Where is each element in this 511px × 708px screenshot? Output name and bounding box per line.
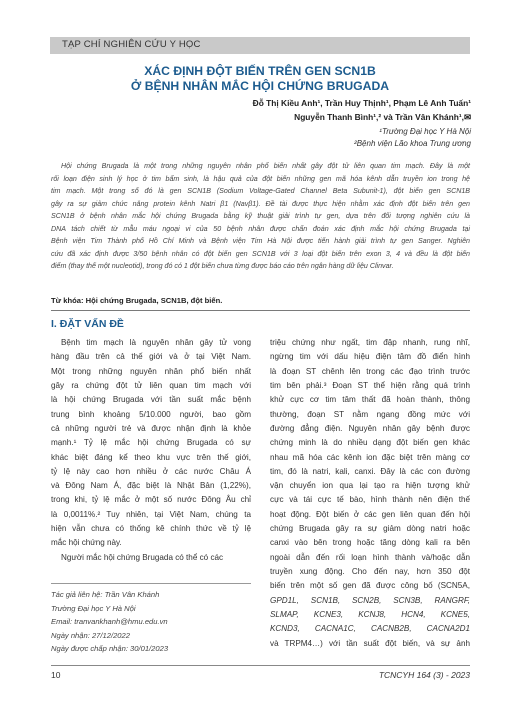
body-line: và TRPM4…) với tần suất đột biến, và sự ảnh [270,638,470,648]
body-line: trong khi, tỷ lệ mắc ở một số nước Đông Âu chỉ [51,495,251,505]
body-line: hàng đầu trên cả thế giới và ở tại Việt Nam. [51,352,251,362]
body-line: thường, đoạn ST nằm ngang đồng mức với [270,409,470,419]
abstract-line: điểm (thay thế một nucleotid), trong đó có 1 đột biến chưa từng được báo cáo trên ngân hàng dữ liệu Clinvar. [51,262,394,271]
page-number: 10 [51,670,61,680]
body-line: Bệnh tim mạch là nguyên nhân gây tử vong [61,338,251,347]
abstract-line: Bệnh viện Tim Thành phố Hồ Chí Minh và Bệnh viện Tim Hà Nội được tiến hành giải trình tự gen Sanger. Nghiên [51,237,470,246]
body-line: mạnh.¹ Tỷ lệ mắc hội chứng Brugada có sự [51,438,251,448]
body-line: là hội chứng Brugada với tần suất mắc bệnh [51,395,251,405]
body-line: ngoài dẫn đến rối loạn hình thành và/hoặc dẫn [270,552,470,562]
body-line: Một trong những nguyên nhân phổ biến nhất [51,366,251,376]
abstract-line: DNA tách chiết từ mẫu máu ngoại vi của 50 bệnh nhân được chẩn đoán xác định mắc hội chứng Brugada tại [51,224,470,233]
body-line: là 0,0011%.² Tuy nhiên, tại Việt Nam, chúng ta [51,509,251,519]
affiliation-2: ²Bệnh viện Lão khoa Trung ương [354,139,471,148]
body-line: cả những người trẻ và được nhận định là khỏe [51,423,251,433]
journal-header-bar [50,37,470,54]
body-line: hiện vẫn chưa có thống kê chính thức về tỷ lệ [51,524,251,534]
received-date: Ngày nhận: 27/12/2022 [51,630,130,640]
body-line: KCND3, CACNA1C, CACNB2B, CACNA2D1 [270,624,470,634]
section-heading: I. ĐẶT VẤN ĐỀ [51,318,124,330]
body-column-right [270,336,470,651]
corresponding-author: Tác giả liên hệ: Trần Vân Khánh [51,590,160,599]
author-email: Email: tranvankhanh@hmu.edu.vn [51,617,168,626]
body-line: SLMAP, KCNE3, KCNJ8, HCN4, KCNE5, [270,609,470,619]
body-line: cực và tái cực tế bào, hình thành nên điện thế [270,495,470,505]
body-line: trung bình khoảng 5/10.000 người, bao gồm [51,409,251,419]
body-line: chứng minh là do nhiều dạng đột biến gen khác [270,438,470,448]
body-line: ngừng tim với dấu hiệu điện tâm đồ điển hình [270,352,470,362]
journal-issue: TCNCYH 164 (3) - 2023 [378,670,470,680]
body-line: và Đông Nam Á, đặc biệt là Nhật Bản (1,22%), [51,481,251,491]
body-line: hoạt động. Đột biến ở các gen liên quan đến hội [270,509,470,519]
body-line: GPD1L, SCN1B, SCN2B, SCN3B, RANGRF, [270,595,470,605]
abstract-line: gây ra sự giảm chức năng protein kênh Natri β1 (Navβ1). Đề tài được thực hiện nhằm xác định đột biến trên gen [51,199,470,208]
body-line: tim, đó là natri, kali, canxi. Đây là các con đường [270,466,470,476]
journal-name: TẠP CHÍ NGHIÊN CỨU Y HỌC [62,39,201,50]
footer-divider [51,665,470,666]
abstract-line: cứu đã xác định được 3/50 bệnh nhân có đột biến gen SCN1B với 3 loại đột biến trên exon 3, 4 và đều là đột biến [51,249,470,258]
body-line: biến trên một số gen đã được công bố (SCN5A, [270,581,470,591]
body-line: truyền xung động. Cho đến nay, hơn 350 đột [270,567,470,576]
accepted-date: Ngày được chấp nhận: 30/01/2023 [51,644,169,653]
author-institution: Trường Đại học Y Hà Nội [51,603,136,613]
keywords: Từ khóa: Hội chứng Brugada, SCN1B, đột biến. [51,296,223,305]
authors-line-1: Đỗ Thị Kiều Anh¹, Trần Huy Thịnh¹, Phạm Lê Anh Tuấn¹ [252,98,471,108]
abstract-line: SCN1B ở bệnh nhân mắc hội chứng Brugada bằng kỹ thuật giải trình tự gen, dựa trên đối tượng nghiên cứu là [51,212,470,221]
authors-line-2: Nguyễn Thanh Bình¹,² và Trần Vân Khánh¹,✉ [294,112,471,122]
affiliation-1: ¹Trường Đại học Y Hà Nội [379,127,471,136]
body-line: đường đẳng điện. Nguyên nhân gây bệnh được [270,423,470,433]
footnote-divider [51,583,251,584]
abstract-line: rối loạn điện sinh lý học ở tim bẩm sinh, là hậu quả của đột biến những gen mã hóa kênh dẫn truyền ion trong hệ [51,174,470,183]
article-title-line-2: Ở BỆNH NHÂN MẮC HỘI CHỨNG BRUGADA [130,79,390,93]
body-line: gây ra chứng đột tử liên quan tim mạch với [51,380,251,390]
body-column-left [51,336,251,565]
body-line: triệu chứng như ngất, tim đập nhanh, rung nhĩ, [270,338,470,347]
body-line: tỷ lệ này cao hơn nhiều ở các nước Châu Á [51,466,251,476]
abstract-line: Hội chứng Brugada là một trong những nguyên nhân phổ biến nhất gây đột tử liên quan tim mạch. Đây là một [61,162,470,170]
correspondence-footnote [51,588,168,656]
section-divider [51,310,470,311]
body-line: nhau mã hóa các kênh ion đặc biệt trên màng cơ [270,452,470,462]
body-line: khác biệt đáng kể theo khu vực trên thế giới, [51,452,251,462]
body-line: vận chuyển ion qua lại tạo ra hiện tượng khử [270,481,470,491]
body-line: mắc hội chứng này. [51,538,122,548]
body-line: chứng Brugada gây ra sự giảm dòng natri hoặc [270,524,470,534]
body-line: là đoạn ST chênh lên trong các đạo trình trước [270,366,470,376]
body-line: Người mắc hội chứng Brugada có thể có các [61,552,224,562]
abstract [51,160,470,273]
body-line: tim bên phải.³ Đoạn ST thể hiện rằng quá trình [270,380,470,390]
article-title-line-1: XÁC ĐỊNH ĐỘT BIẾN TRÊN GEN SCN1B [144,64,376,78]
body-line: khử cực cơ tim tâm thất đã hoàn thành, thông [270,395,470,405]
body-line: canxi vào bên trong hoặc tăng dòng kali ra bên [270,538,470,548]
abstract-line: tim mạch. Một trong số đó là gen SCN1B (Sodium Voltage-Gated Channel Beta Subunit-1), đột biến gen SCN1B [51,187,470,196]
